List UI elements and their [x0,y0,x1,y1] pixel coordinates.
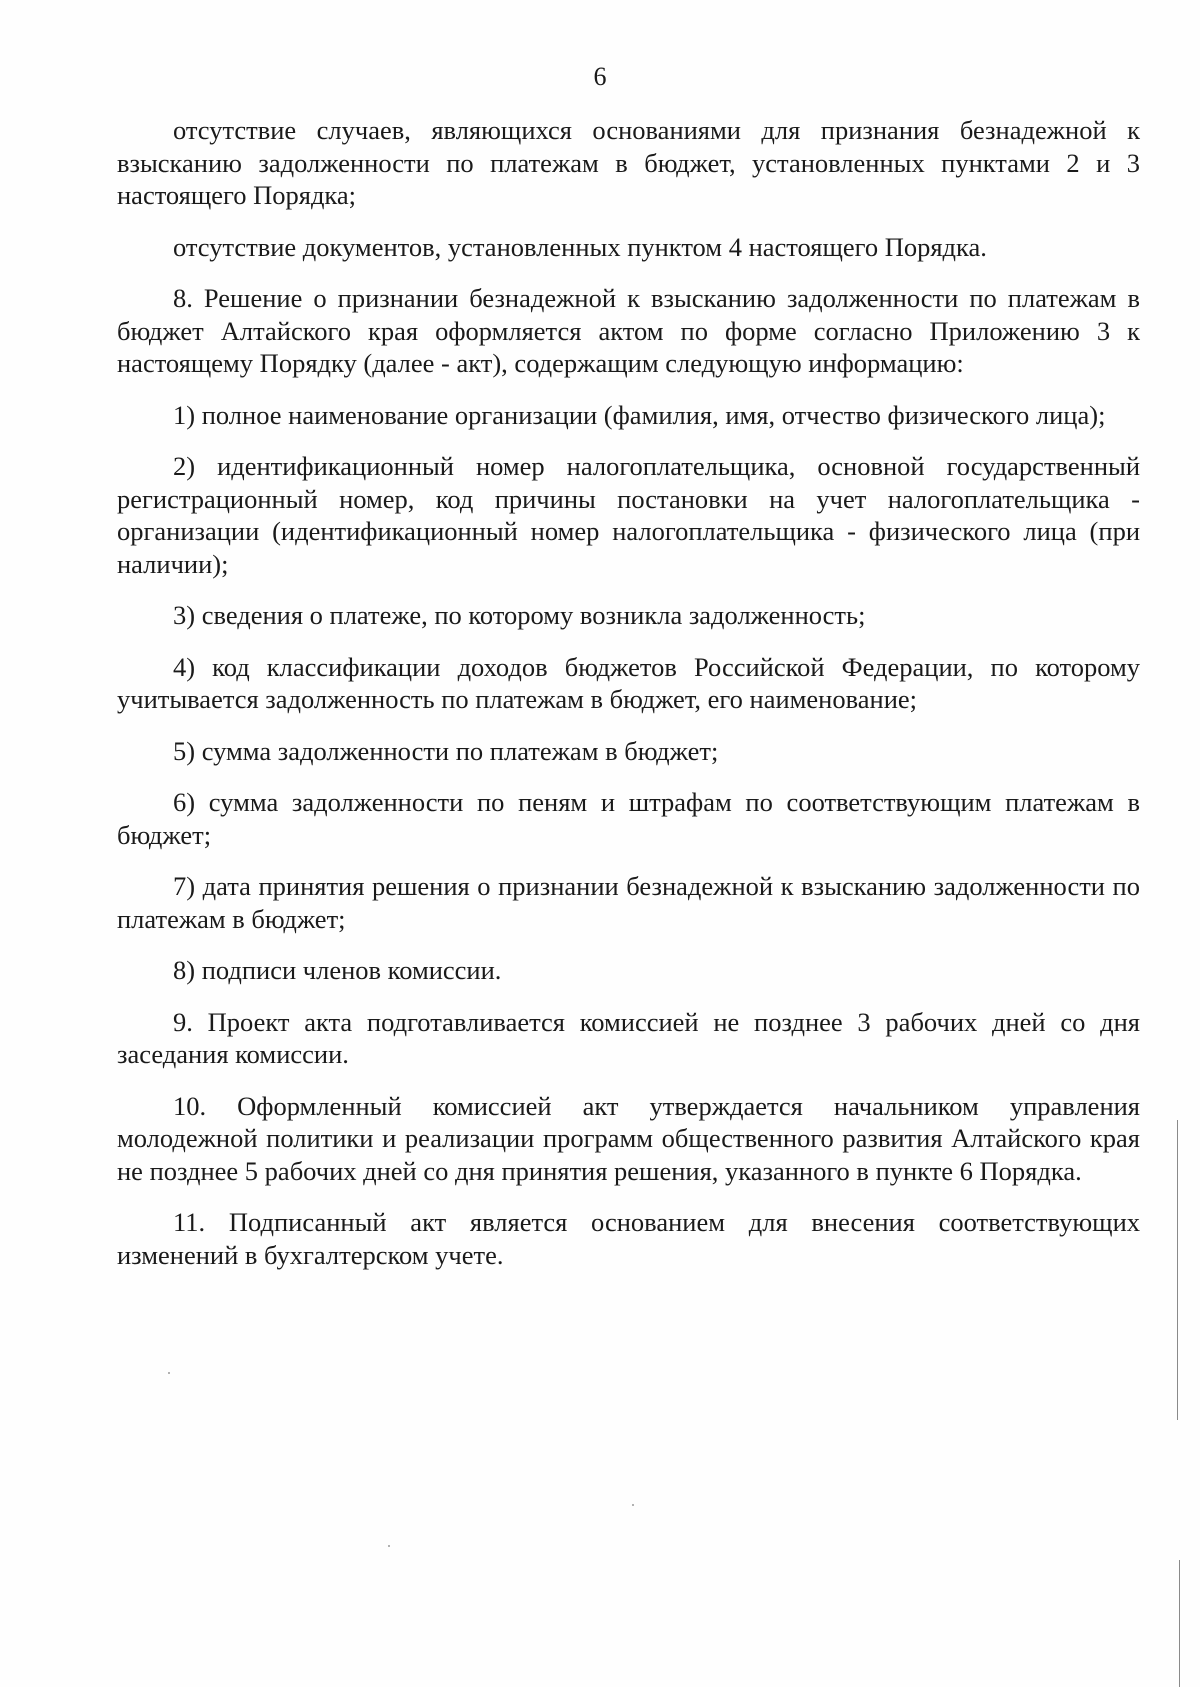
scan-edge-mark [1177,1120,1178,1420]
scan-speck [388,1545,390,1547]
page-number: 6 [593,62,607,91]
list-item-3-payment-info: 3) сведения о платеже, по которому возникла задолженность; [173,600,866,630]
paragraph-item-11-signed-act: 11. Подписанный акт является основанием для внесения соответствующих изменений в бухгалтерском учете. [117,1207,1140,1270]
list-item-6-penalties-amount: 6) сумма задолженности по пеням и штрафам по соответствующим платежам в бюджет; [117,787,1140,850]
list-item-7-decision-date: 7) дата принятия решения о признании безнадежной к взысканию задолженности по платежам в бюджет; [117,871,1140,934]
list-item-4-budget-code: 4) код классификации доходов бюджетов Российской Федерации, по которому учитывается задолженность по платежам в бюджет, его наименование; [117,651,1140,714]
list-item-1-full-name: 1) полное наименование организации (фамилия, имя, отчество физического лица); [173,399,1106,430]
document-body [117,114,1140,1290]
paragraph-no-documents: отсутствие документов, установленных пунктом 4 настоящего Порядка. [173,231,987,262]
scan-speck [168,1372,170,1374]
scan-speck [632,1504,634,1506]
list-item-2-identification: 2) идентификационный номер налогоплательщика, основной государственный регистрационный номер, код причины постановки на учет налогоплательщика - организации (идентификационный номер налогоплательщика - физического лица (при наличии); [117,451,1140,579]
list-item-8-signatures: 8) подписи членов комиссии. [173,955,502,985]
paragraph-item-8-decision: 8. Решение о признании безнадежной к взысканию задолженности по платежам в бюджет Алтайского края оформляется актом по форме согласно Приложению 3 к настоящему Порядку (далее - акт), содержащим следующую информацию: [117,283,1140,378]
paragraph-item-9-draft-act: 9. Проект акта подготавливается комиссией не позднее 3 рабочих дней со дня заседания комиссии. [117,1006,1140,1069]
paragraph-item-10-approval: 10. Оформленный комиссией акт утверждается начальником управления молодежной политики и реализации программ общественного развития Алтайского края не позднее 5 рабочих дней со дня принятия решения, указанного в пункте 6 Порядка. [117,1090,1140,1186]
list-item-5-debt-amount: 5) сумма задолженности по платежам в бюджет; [173,735,719,766]
paragraph-no-bankruptcy-grounds: отсутствие случаев, являющихся основаниями для признания безнадежной к взысканию задолженности по платежам в бюджет, установленных пунктами 2 и 3 настоящего Порядка; [117,115,1140,210]
scan-edge-mark [1179,1560,1180,1687]
